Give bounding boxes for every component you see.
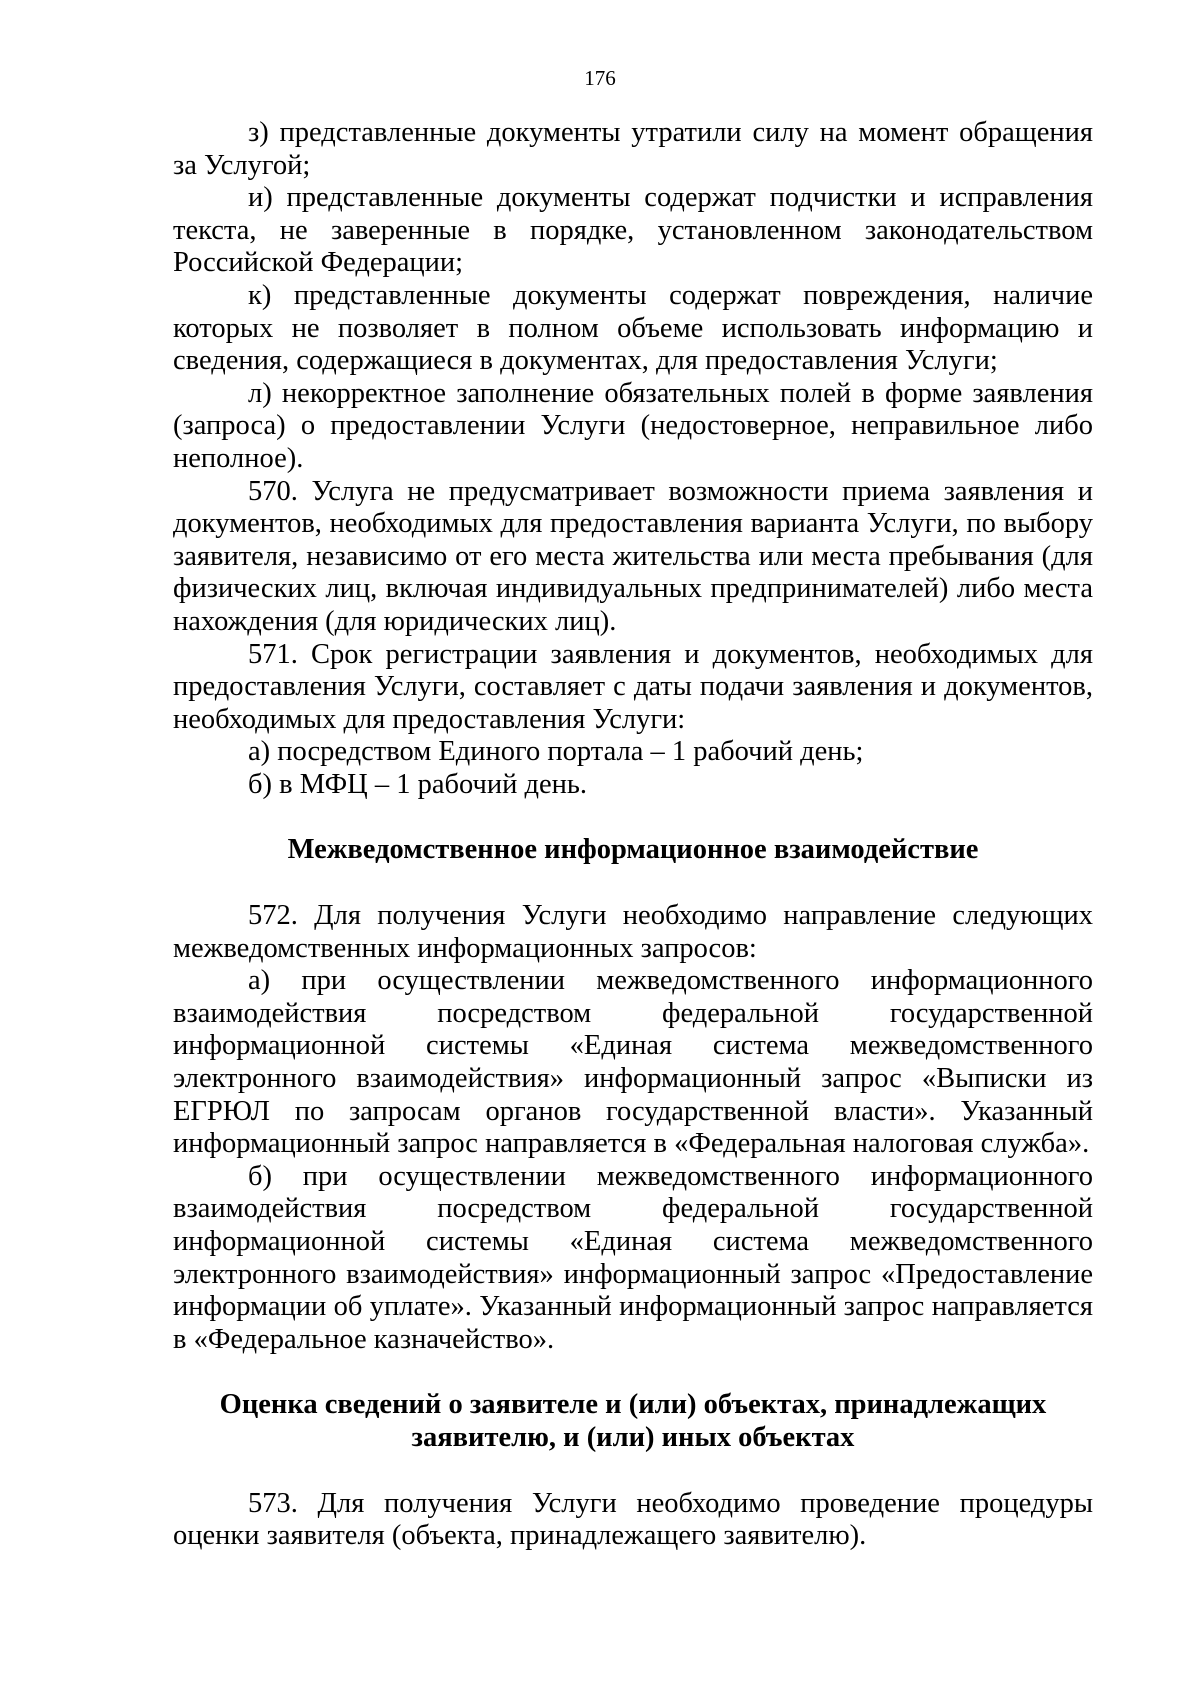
paragraph-i: и) представленные документы содержат подчистки и исправления текста, не заверенные в порядке, установленном законодательством Российской Федерации; [173,182,1093,279]
section-heading-line-1: Оценка сведений о заявителе и (или) объектах, принадлежащих [219,1389,1047,1421]
paragraph-571-b: б) в МФЦ – 1 рабочий день. [248,768,588,800]
paragraph-z: з) представленные документы утратили силу на момент обращения за Услугой; [173,117,1093,181]
page-number: 176 [584,66,616,90]
paragraph-572-b: б) при осуществлении межведомственного информационного взаимодействия посредством федеральной государственной информационной системы «Единая система межведомственного электронного взаимодействия» информационный запрос «Предоставление информации об уплате». Указанный информационный запрос направляется в «Федеральное казначейство». [173,1160,1093,1355]
paragraph-l: л) некорректное заполнение обязательных полей в форме заявления (запроса) о предоставлении Услуги (недостоверное, неправильное либо неполное). [173,377,1093,474]
paragraph-571: 571. Срок регистрации заявления и документов, необходимых для предоставления Услуги, составляет с даты подачи заявления и документов, необходимых для предоставления Услуги: [173,638,1093,735]
section-heading-applicant-assessment [173,1389,1093,1454]
document-body [173,117,1093,1553]
paragraph-k: к) представленные документы содержат повреждения, наличие которых не позволяет в полном объеме использовать информацию и сведения, содержащиеся в документах, для предоставления Услуги; [173,279,1093,377]
section-heading-interagency: Межведомственное информационное взаимодействие [287,834,979,866]
paragraph-571-a: а) посредством Единого портала – 1 рабочий день; [248,736,864,768]
paragraph-573: 573. Для получения Услуги необходимо проведение процедуры оценки заявителя (объекта, принадлежащего заявителю). [173,1487,1093,1552]
paragraph-572-a: а) при осуществлении межведомственного информационного взаимодействия посредством федеральной государственной информационной системы «Единая система межведомственного электронного взаимодействия» информационный запрос «Выписки из ЕГРЮЛ по запросам органов государственной власти». Указанный информационный запрос направляется в «Федеральная налоговая служба». [173,965,1093,1160]
paragraph-570: 570. Услуга не предусматривает возможности приема заявления и документов, необходимых для предоставления варианта Услуги, по выбору заявителя, независимо от его места жительства или места пребывания (для физических лиц, включая индивидуальных предпринимателей) либо места нахождения (для юридических лиц). [173,475,1093,637]
section-heading-line-2: заявителю, и (или) иных объектах [411,1421,855,1453]
paragraph-572: 572. Для получения Услуги необходимо направление следующих межведомственных информационных запросов: [173,900,1093,964]
